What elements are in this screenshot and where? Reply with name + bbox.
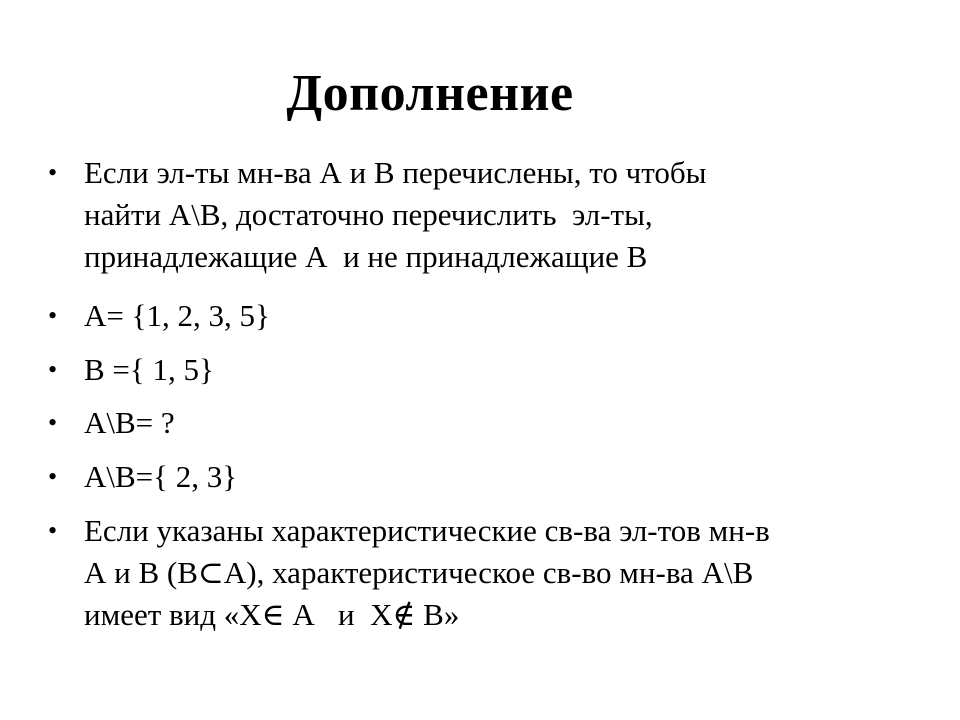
bullet-marker: • [48, 408, 58, 437]
bullet-marker: • [48, 158, 58, 187]
bullet-line: Если указаны характеристические св-ва эл-тов мн-в [84, 513, 770, 548]
bullet-line: найти А\В, достаточно перечислить эл-ты, [84, 197, 653, 232]
slide-title: Дополнение [286, 65, 574, 122]
bullet-line: А\В={ 2, 3} [84, 459, 238, 494]
bullet-line: Если эл-ты мн-ва А и В перечислены, то чтобы [84, 155, 707, 190]
bullet-text [84, 456, 884, 498]
bullet-line: В ={ 1, 5} [84, 352, 214, 387]
bullet-text [84, 402, 884, 444]
bullet-line: А\В= ? [84, 405, 175, 440]
bullet-marker: • [48, 301, 58, 330]
bullet-marker: • [48, 516, 58, 545]
bullet-marker: • [48, 355, 58, 384]
bullet-line: А и В (В⊂А), характеристическое св-во мн-ва А\В [84, 555, 754, 590]
bullet-text [84, 510, 884, 636]
bullet-line: принадлежащие А и не принадлежащие В [84, 239, 648, 274]
bullet-text [84, 152, 884, 278]
bullet-line: А= {1, 2, 3, 5} [84, 298, 270, 333]
bullet-marker: • [48, 462, 58, 491]
bullet-text [84, 349, 884, 391]
bullet-line: имеет вид «Х∈ А и Х∉ В» [84, 597, 460, 632]
bullet-text [84, 295, 884, 337]
